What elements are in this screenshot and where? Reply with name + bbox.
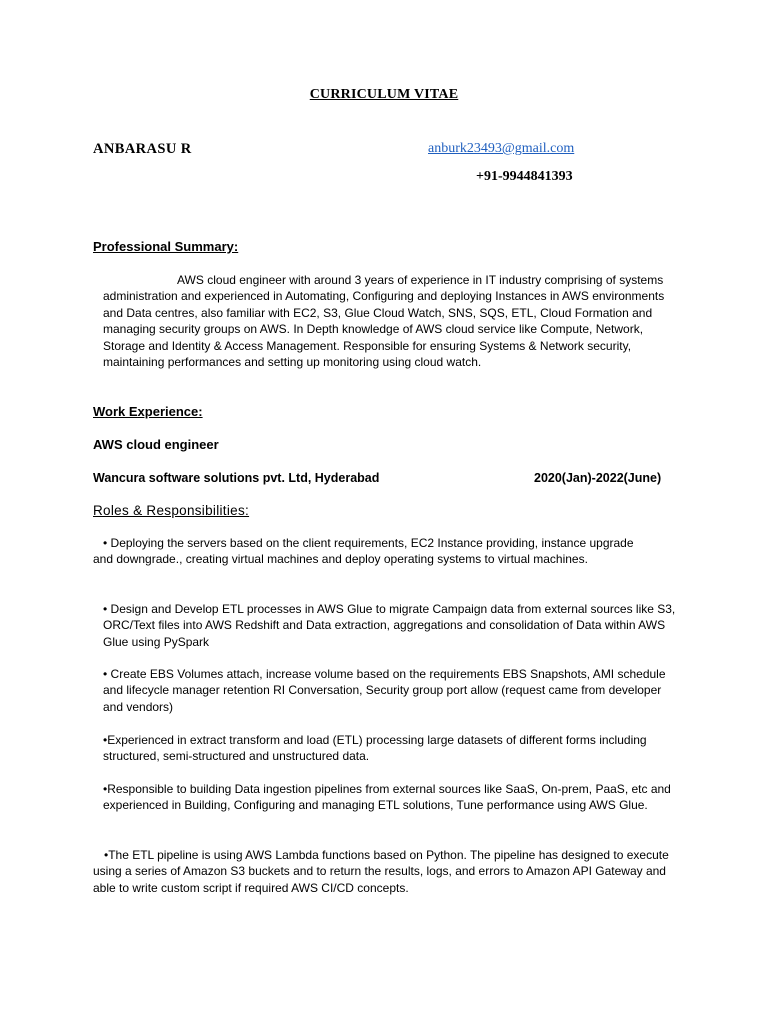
roles-heading: Roles & Responsibilities:	[93, 503, 250, 518]
responsibility-item: • Create EBS Volumes attach, increase volume based on the requirements EBS Snapshots, AMI schedule and lifecycle manager retention RI Conversation, Security group port allow (request came from developer and vendors)	[103, 667, 666, 714]
responsibility-item: • Design and Develop ETL processes in AWS Glue to migrate Campaign data from external sources like S3, ORC/Text files into AWS Redshift and Data extraction, aggregations and consolidation of Data within AWS Glue using PySpark	[103, 602, 676, 649]
candidate-name: ANBARASU R	[93, 141, 192, 157]
responsibility-item: •The ETL pipeline is using AWS Lambda functions based on Python. The pipeline has designed to execute using a series of Amazon S3 buckets and to return the results, logs, and errors to Amazon API Gateway and able to write custom script if required AWS CI/CD concepts.	[93, 848, 669, 895]
summary-text: AWS cloud engineer with around 3 years of experience in IT industry comprising of systems administration and experienced in Automating, Configuring and deploying Instances in AWS environments and Data centres, also familiar with EC2, S3, Glue Cloud Watch, SNS, SQS, ETL, Cloud Formation and managing security groups on AWS. In Depth knowledge of AWS cloud service like Compute, Network, Storage and Identity & Access Management. Responsible for ensuring Systems & Network security, maintaining performances and setting up monitoring using cloud watch.	[103, 273, 665, 370]
responsibility-item: •Experienced in extract transform and load (ETL) processing large datasets of different forms including structured, semi-structured and unstructured data.	[103, 733, 647, 764]
summary-heading: Professional Summary:	[93, 239, 239, 254]
email-link[interactable]: anburk23493@gmail.com	[428, 141, 575, 156]
responsibility-item: • Deploying the servers based on the client requirements, EC2 Instance providing, instance upgrade and downgrade., creating virtual machines and deploy operating systems to virtual machines.	[93, 536, 634, 567]
responsibility-item: •Responsible to building Data ingestion pipelines from external sources like SaaS, On-prem, PaaS, etc and experienced in Building, Configuring and managing ETL solutions, Tune performance using AWS Glue.	[103, 782, 671, 813]
employment-dates: 2020(Jan)-2022(June)	[534, 471, 662, 485]
company-name: Wancura software solutions pvt. Ltd, Hyderabad	[93, 471, 380, 485]
job-title: AWS cloud engineer	[93, 437, 219, 452]
document-title: CURRICULUM VITAE	[309, 87, 459, 102]
phone-number: +91-9944841393	[476, 169, 573, 184]
summary-paragraph	[103, 272, 678, 370]
work-experience-heading: Work Experience:	[93, 404, 203, 419]
